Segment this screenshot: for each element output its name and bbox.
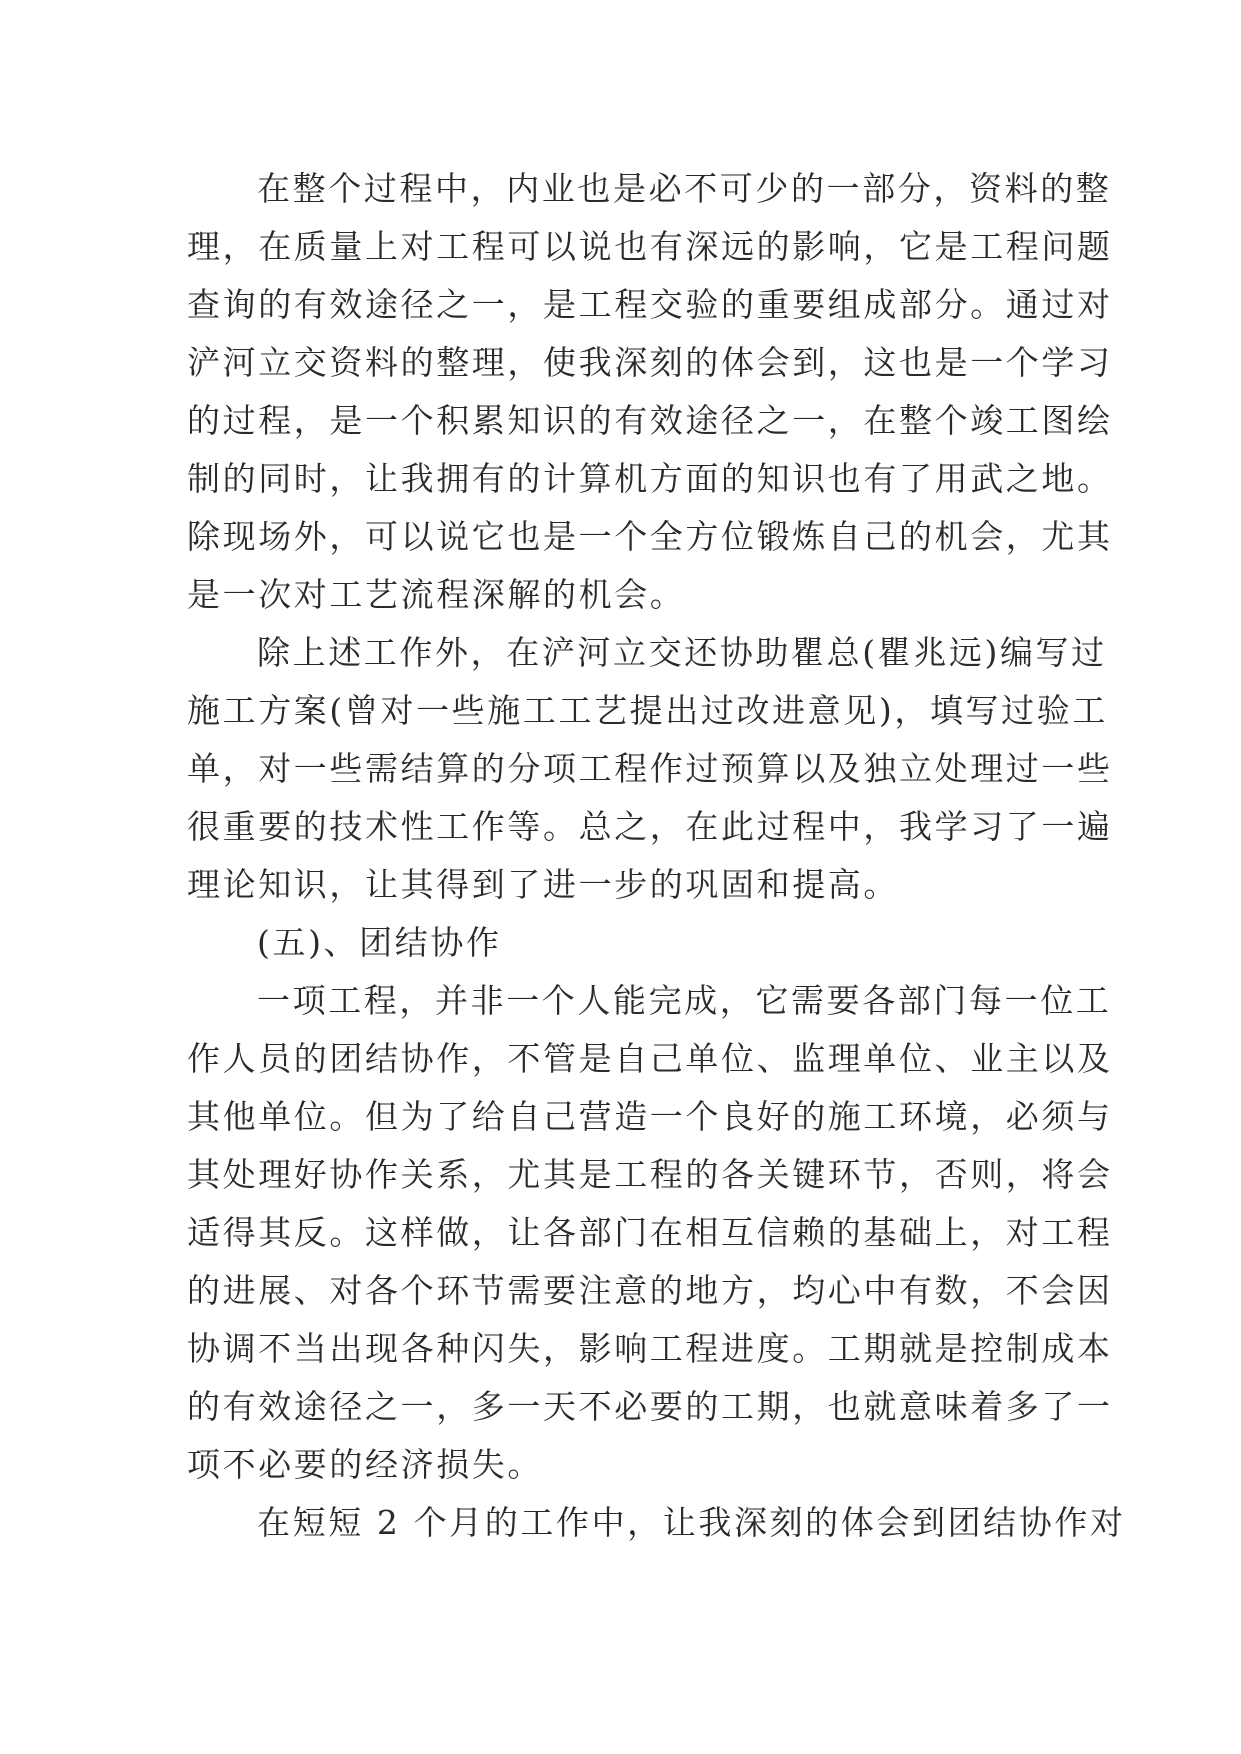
paragraph-line: 的有效途径之一，多一天不必要的工期，也就意味着多了一 (187, 1387, 1113, 1426)
paragraph-line: 很重要的技术性工作等。总之，在此过程中，我学习了一遍 (187, 807, 1113, 846)
paragraph-line: 除现场外，可以说它也是一个全方位锻炼自己的机会，尤其 (187, 517, 1113, 556)
paragraph-line: 查询的有效途径之一，是工程交验的重要组成部分。通过对 (187, 285, 1113, 324)
paragraph-line: 浐河立交资料的整理，使我深刻的体会到，这也是一个学习 (187, 343, 1113, 382)
paragraph-line: 理，在质量上对工程可以说也有深远的影响，它是工程问题 (187, 227, 1113, 266)
paragraph-line: 作人员的团结协作，不管是自己单位、监理单位、业主以及 (187, 1039, 1113, 1078)
paragraph-line: 其处理好协作关系，尤其是工程的各关键环节，否则，将会 (187, 1155, 1113, 1194)
paragraph-line: 理论知识，让其得到了进一步的巩固和提高。 (187, 865, 899, 904)
section-heading: (五)、团结协作 (257, 923, 502, 962)
paragraph-line: 其他单位。但为了给自己营造一个良好的施工环境，必须与 (187, 1097, 1113, 1136)
paragraph-line: 的过程，是一个积累知识的有效途径之一，在整个竣工图绘 (187, 401, 1113, 440)
paragraph-line: 是一次对工艺流程深解的机会。 (187, 575, 686, 614)
paragraph-line: 制的同时，让我拥有的计算机方面的知识也有了用武之地。 (187, 459, 1113, 498)
paragraph-line: 施工方案(曾对一些施工工艺提出过改进意见)，填写过验工 (187, 691, 1108, 730)
paragraph-line: 在短短 2 个月的工作中，让我深刻的体会到团结协作对 (257, 1503, 1126, 1542)
paragraph-line: 一项工程，并非一个人能完成，它需要各部门每一位工 (257, 981, 1112, 1020)
paragraph-line: 单，对一些需结算的分项工程作过预算以及独立处理过一些 (187, 749, 1113, 788)
paragraph-line: 除上述工作外，在浐河立交还协助瞿总(瞿兆远)编写过 (257, 633, 1107, 672)
paragraph-line: 项不必要的经济损失。 (187, 1445, 543, 1484)
body-text (187, 160, 1126, 1552)
paragraph-line: 在整个过程中，内业也是必不可少的一部分，资料的整 (257, 169, 1112, 208)
paragraph-line: 的进展、对各个环节需要注意的地方，均心中有数，不会因 (187, 1271, 1113, 1310)
paragraph-line: 协调不当出现各种闪失，影响工程进度。工期就是控制成本 (187, 1329, 1113, 1368)
paragraph-line: 适得其反。这样做，让各部门在相互信赖的基础上，对工程 (187, 1213, 1113, 1252)
